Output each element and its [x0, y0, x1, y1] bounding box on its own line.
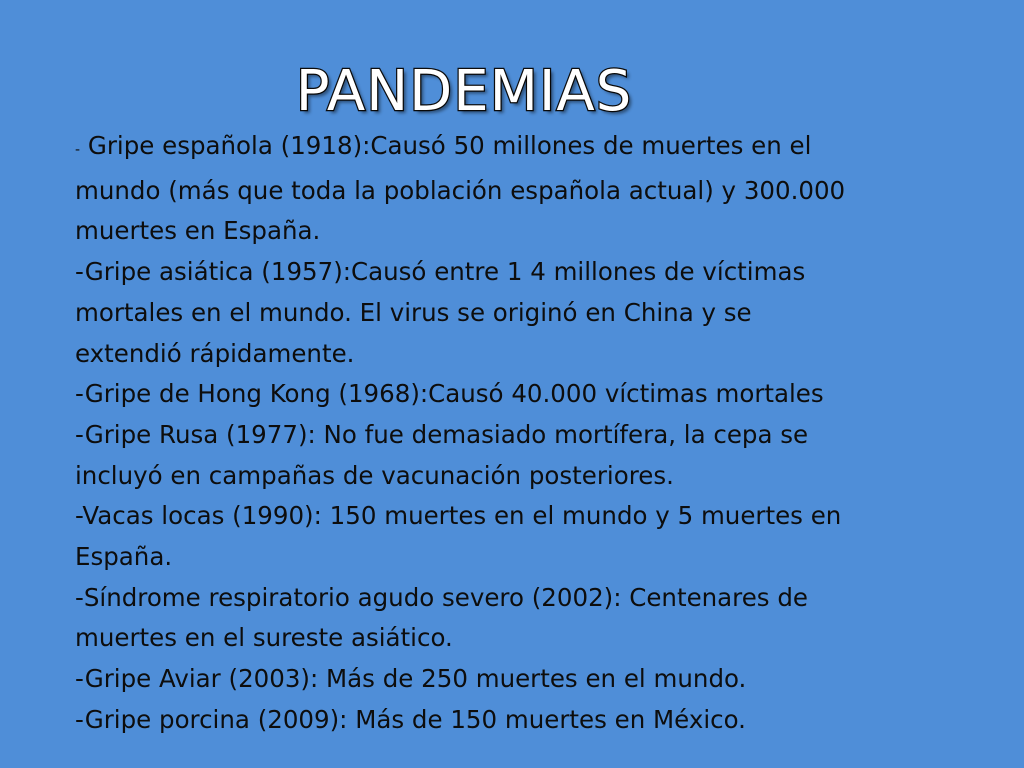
text-line: mortales en el mundo. El virus se originó en China y se — [75, 297, 752, 327]
text-line: -Gripe porcina (2009): Más de 150 muertes en México. — [75, 704, 746, 734]
text-line: -Vacas locas (1990): 150 muertes en el mundo y 5 muertes en — [75, 501, 842, 531]
text-line: -Gripe de Hong Kong (1968):Causó 40.000 víctimas mortales — [75, 379, 824, 409]
text-line: mundo (más que toda la población española actual) y 300.000 — [75, 175, 846, 205]
bullet-dash: - — [75, 142, 81, 158]
text-line: muertes en España. — [75, 216, 321, 246]
text-line: extendió rápidamente. — [75, 338, 355, 368]
slide-title: PANDEMIAS — [295, 59, 633, 124]
text-line: -Gripe asiática (1957):Causó entre 1 4 millones de víctimas — [75, 257, 806, 287]
text-line: incluyó en campañas de vacunación posteriores. — [75, 460, 674, 490]
text-line: España. — [75, 542, 173, 572]
slide-body — [75, 126, 955, 741]
text-line: muertes en el sureste asiático. — [75, 623, 453, 653]
text-line — [75, 126, 955, 171]
text-line: -Gripe Aviar (2003): Más de 250 muertes en el mundo. — [75, 664, 747, 694]
text-line: -Síndrome respiratorio agudo severo (2002): Centenares de — [75, 582, 808, 612]
text-line: -Gripe Rusa (1977): No fue demasiado mortífera, la cepa se — [75, 419, 809, 449]
line-text: Gripe española (1918):Causó 50 millones de muertes en el — [80, 131, 812, 160]
